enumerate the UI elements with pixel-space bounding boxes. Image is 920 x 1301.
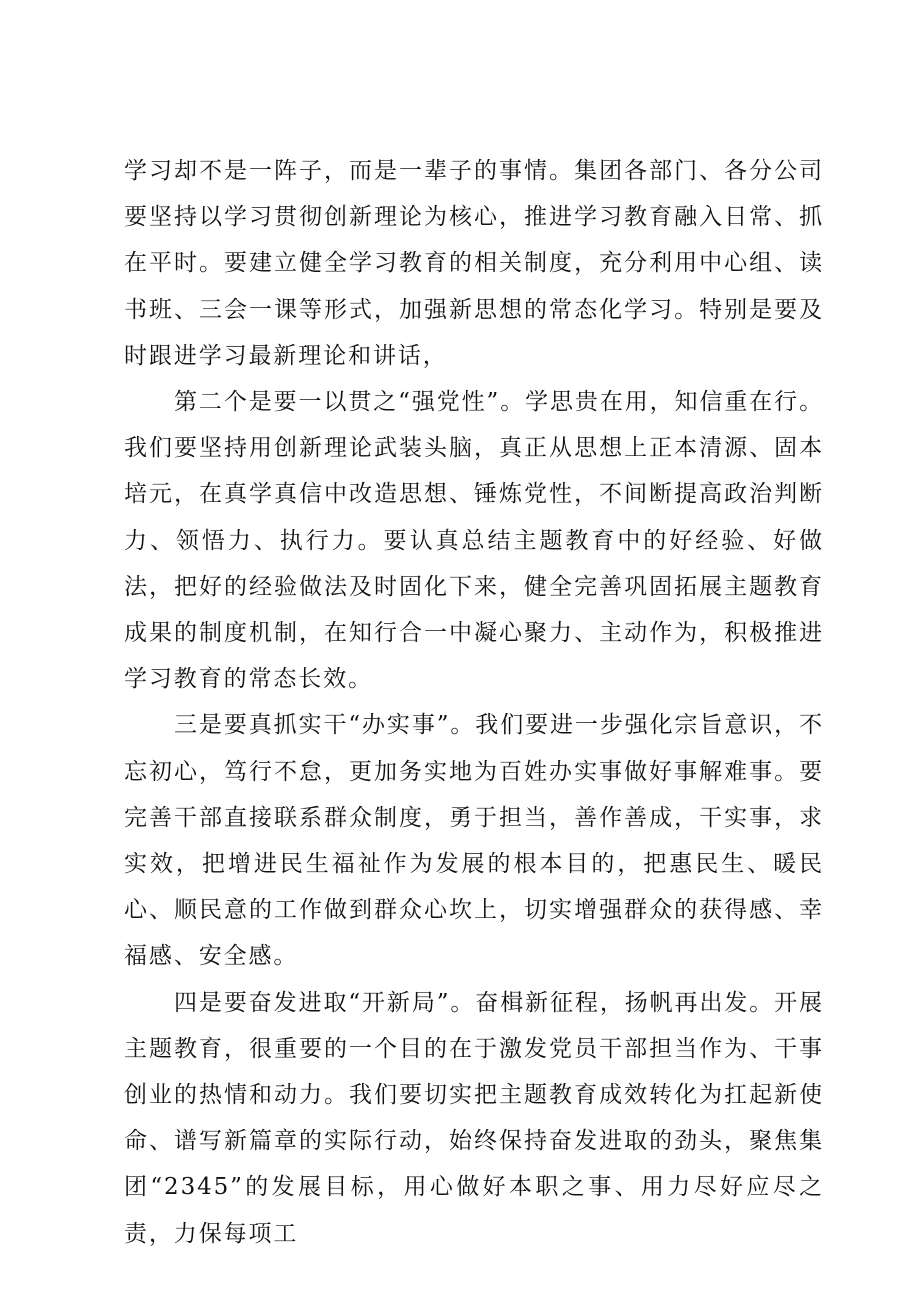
paragraph-new-prospects: 四是要奋发进取“开新局”。奋楫新征程，扬帆再出发。开展主题教育，很重要的一个目的在于激发党员干部担当作为、干事创业的热情和动力。我们要切实把主题教育成效转化为扛起新使命、谱写新篇章的实际行动，始终保持奋发进取的劲头，聚焦集团“2345”的发展目标，用心做好本职之事、用力尽好应尽之责，力保每项工: [124, 989, 824, 1247]
paragraph-practical-work: 三是要真抓实干“办实事”。我们要进一步强化宗旨意识，不忘初心，笃行不怠，更加务实地为百姓办实事做好事解难事。要完善干部直接联系群众制度，勇于担当，善作善成，干实事，求实效，把增进民生福祉作为发展的根本目的，把惠民生、暖民心、顺民意的工作做到群众心坎上，切实增强群众的获得感、幸福感、安全感。: [124, 712, 824, 970]
document-body: [124, 148, 824, 1257]
paragraph-party-spirit: 第二个是要一以贯之“强党性”。学思贵在用，知信重在行。我们要坚持用创新理论武装头脑，真正从思想上正本清源、固本培元，在真学真信中改造思想、锤炼党性，不间断提高政治判断力、领悟力、执行力。要认真总结主题教育中的好经验、好做法，把好的经验做法及时固化下来，健全完善巩固拓展主题教育成果的制度机制，在知行合一中凝心聚力、主动作为，积极推进学习教育的常态长效。: [124, 389, 824, 693]
paragraph-continued-study: 学习却不是一阵子，而是一辈子的事情。集团各部门、各分公司要坚持以学习贯彻创新理论为核心，推进学习教育融入日常、抓在平时。要建立健全学习教育的相关制度，充分利用中心组、读书班、三会一课等形式，加强新思想的常态化学习。特别是要及时跟进学习最新理论和讲话，: [124, 158, 824, 369]
